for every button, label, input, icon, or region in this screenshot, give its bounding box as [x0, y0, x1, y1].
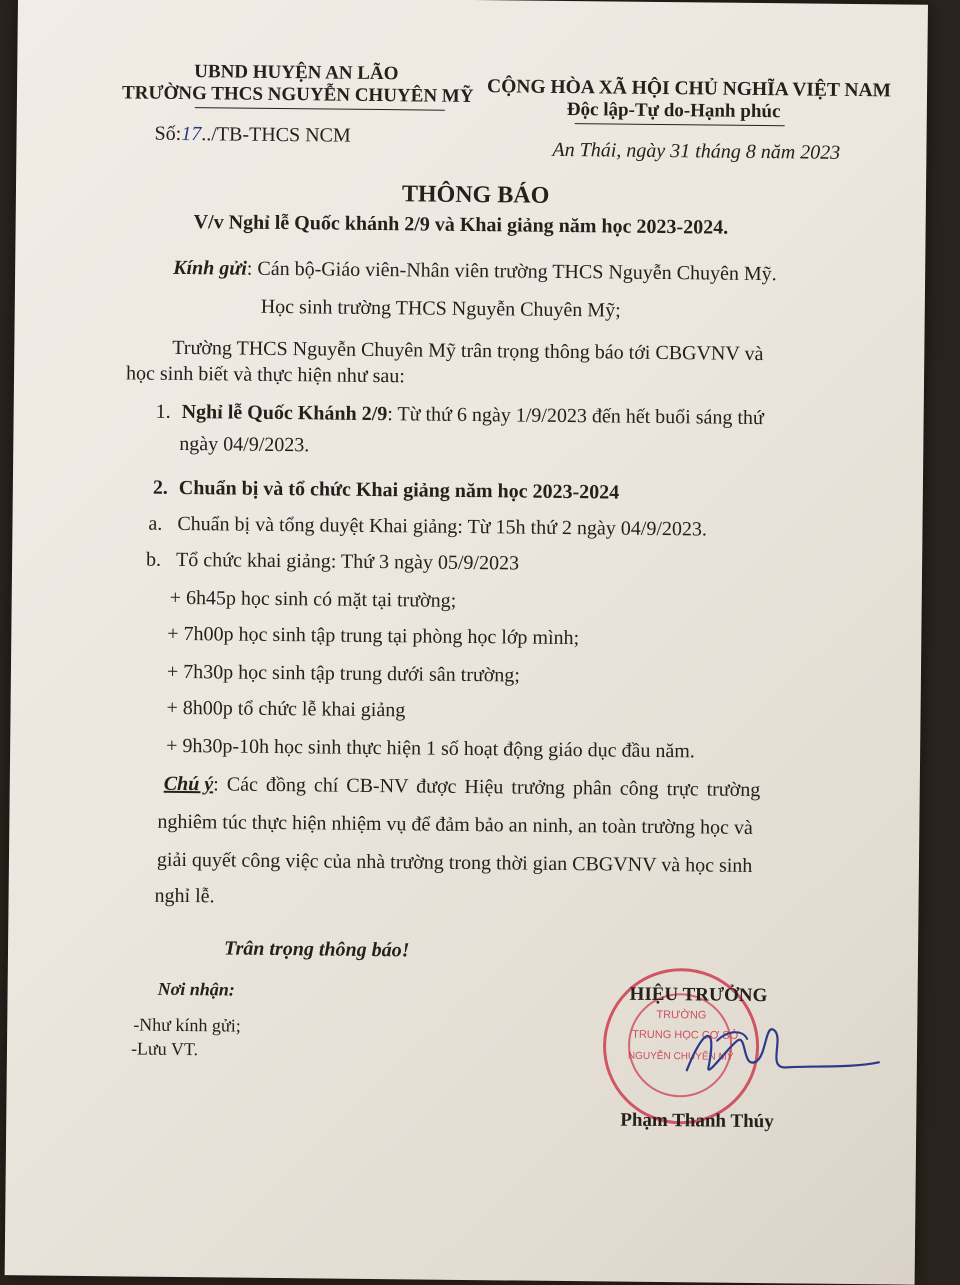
- addressee-line2: Học sinh trường THCS Nguyễn Chuyên Mỹ;: [260, 295, 621, 322]
- note-line4: nghỉ lễ.: [154, 884, 215, 908]
- national-motto: Độc lập-Tự do-Hạnh phúc: [566, 98, 781, 123]
- stamp-line1: TRƯỜNG: [656, 1008, 707, 1022]
- item-b: [146, 549, 519, 576]
- document-title: THÔNG BÁO: [401, 181, 550, 209]
- note-line3: giải quyết công việc của nhà trường trong thời gian CBGVNV và học sinh: [156, 848, 753, 877]
- recipients-label: Nơi nhận:: [157, 978, 235, 1000]
- schedule-item: + 6h45p học sinh có mặt tại trường;: [169, 586, 457, 612]
- document-page: [5, 0, 928, 1285]
- note-line2: nghiêm túc thực hiện nhiệm vụ để đảm bảo an ninh, an toàn trường học và: [157, 810, 753, 839]
- item-a: [148, 513, 707, 542]
- header-left-underline: [195, 107, 445, 111]
- note-label: Chú ý: [163, 772, 214, 796]
- item1-text-cont: ngày 04/9/2023.: [179, 432, 310, 457]
- item-b-label: b.: [146, 548, 162, 571]
- authority-name: UBND HUYỆN AN LÃO: [194, 61, 399, 85]
- stamp-line2: TRUNG HỌC CƠ SỞ: [632, 1028, 740, 1042]
- handwritten-number: 17: [181, 122, 202, 146]
- closing-text: Trân trọng thông báo!: [223, 937, 410, 962]
- signer-title: HIỆU TRƯỞNG: [629, 983, 768, 1007]
- item1-text: : Từ thứ 6 ngày 1/9/2023 đến hết buổi sáng thứ: [387, 403, 764, 430]
- stamp-line3: NGUYỄN CHUYÊN MỸ: [627, 1050, 734, 1063]
- item2: [153, 477, 620, 505]
- place-date: An Thái, ngày 31 tháng 8 năm 2023: [552, 138, 841, 164]
- recipient-item: -Như kính gửi;: [133, 1014, 241, 1036]
- schedule-item: + 8h00p tổ chức lễ khai giảng: [166, 696, 406, 722]
- intro-line2: học sinh biết và thực hiện như sau:: [125, 362, 406, 388]
- addressee-label: Kính gửi: [173, 256, 247, 280]
- addressee-text: : Cán bộ-Giáo viên-Nhân viên trường THCS Nguyễn Chuyên Mỹ.: [246, 257, 777, 286]
- school-name: TRƯỜNG THCS NGUYỄN CHUYÊN MỸ: [121, 82, 474, 108]
- signer-name: Phạm Thanh Thúy: [620, 1109, 774, 1133]
- item2-number: 2.: [152, 476, 168, 499]
- document-number: [154, 123, 350, 148]
- item-a-label: a.: [148, 512, 163, 535]
- item1: [156, 401, 764, 430]
- country-name: CỘNG HÒA XÃ HỘI CHỦ NGHĨA VIỆT NAM: [486, 76, 892, 102]
- number-suffix: ../TB-THCS NCM: [201, 123, 351, 147]
- addressee-line1: [173, 257, 777, 286]
- item1-title: Nghỉ lễ Quốc Khánh 2/9: [181, 400, 388, 426]
- item-a-text: Chuẩn bị và tổng duyệt Khai giảng: Từ 15h thứ 2 ngày 04/9/2023.: [177, 512, 708, 541]
- item2-title: Chuẩn bị và tổ chức Khai giảng năm học 2023-2024: [178, 476, 620, 504]
- document-subject: V/v Nghỉ lễ Quốc khánh 2/9 và Khai giảng năm học 2023-2024.: [193, 211, 729, 239]
- note-line1: [164, 773, 761, 802]
- item1-number: 1.: [155, 400, 171, 423]
- motto-underline: [575, 123, 785, 126]
- item-b-text: Tổ chức khai giảng: Thứ 3 ngày 05/9/2023: [176, 548, 520, 575]
- handwritten-signature: [647, 1010, 888, 1093]
- schedule-item: + 9h30p-10h học sinh thực hiện 1 số hoạt động giáo dục đầu năm.: [166, 734, 695, 763]
- number-prefix: Số:: [154, 122, 182, 145]
- note-text: : Các đồng chí CB-NV được Hiệu trưởng phân công trực trường: [213, 773, 761, 802]
- intro-line1: Trường THCS Nguyễn Chuyên Mỹ trân trọng thông báo tới CBGVNV và: [172, 336, 764, 366]
- schedule-item: + 7h00p học sinh tập trung tại phòng học lớp mình;: [167, 622, 580, 650]
- schedule-item: + 7h30p học sinh tập trung dưới sân trường;: [166, 660, 521, 687]
- recipient-item: -Lưu VT.: [130, 1038, 199, 1060]
